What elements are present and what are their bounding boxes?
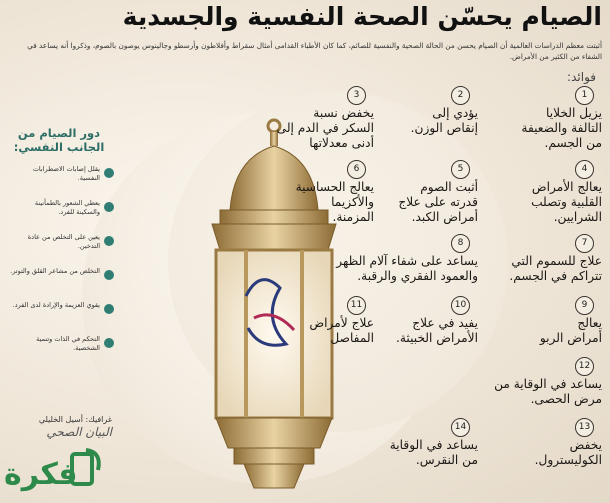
benefit-number-badge: 11 [347, 296, 366, 315]
benefit-item-4 [490, 160, 602, 225]
benefit-number-badge: 10 [451, 296, 470, 315]
list-item-text: يعطي الشعور بالطمأنينة والسكينة للفرد. [34, 199, 100, 216]
list-item-text: التحكم في الذات وتنمية الشخصية. [36, 335, 100, 352]
list-item [10, 301, 114, 310]
benefit-item-11 [282, 296, 374, 346]
fikra-logo [0, 440, 112, 500]
bullet-icon [104, 304, 114, 314]
benefits-heading: فوائد: [567, 70, 596, 84]
benefit-item-14 [386, 418, 478, 468]
subtitle: أثبتت معظم الدراسات العالمية أن الصيام يحسن من الحالة الصحية والنفسية للصائم، كما كان الأطباء القدامى أمثال سقراط وأفلاطون وأرسطو وجالينوس يوصون بالصوم، وذكروا أنه يساعد في الشفاء من الكثير من الأمراض. [27, 41, 602, 61]
benefit-number-badge: 3 [347, 86, 366, 105]
benefit-text: يعالج الأمراض القلبية وتصلب الشرايين. [531, 180, 602, 224]
benefit-number-badge: 7 [575, 234, 594, 253]
benefit-item-5 [382, 160, 478, 225]
benefit-text: يساعد في الوقاية من مرض الحصى. [494, 377, 602, 406]
benefit-number-badge: 5 [451, 160, 470, 179]
benefit-item-9 [490, 296, 602, 346]
benefit-text: يساعد على شفاء آلام الظهر والعمود الفقري والرقبة. [336, 254, 478, 283]
benefit-text: يزيل الخلايا التالفة والضعيفة من الجسم. [521, 106, 602, 150]
benefit-number-badge: 9 [575, 296, 594, 315]
benefit-number-badge: 14 [451, 418, 470, 437]
benefit-text: يخفض نسبة السكر في الدم إلى أدنى معدلاتها [276, 106, 374, 150]
benefit-item-13 [490, 418, 602, 468]
benefit-item-10 [386, 296, 478, 346]
benefit-item-2 [386, 86, 478, 136]
benefit-number-badge: 6 [347, 160, 366, 179]
benefit-text: أثبت الصوم قدرته على علاج أمراض الكبد. [398, 180, 478, 224]
benefit-item-1 [490, 86, 602, 151]
benefit-number-badge: 13 [575, 418, 594, 437]
benefit-number-badge: 12 [575, 357, 594, 376]
bullet-icon [104, 270, 114, 280]
benefit-text: يساعد في الوقاية من النقرس. [389, 438, 478, 467]
benefit-number-badge: 4 [575, 160, 594, 179]
benefit-number-badge: 1 [575, 86, 594, 105]
benefit-item-7 [490, 234, 602, 284]
credit-block [22, 414, 112, 438]
benefit-item-3 [246, 86, 374, 151]
list-item [10, 335, 114, 353]
benefit-text: يعالج أمراض الربو [539, 316, 602, 345]
bullet-icon [104, 236, 114, 246]
benefit-item-12 [490, 357, 602, 407]
benefit-text: يؤدي إلى إنقاص الوزن. [410, 106, 478, 135]
list-item [10, 199, 114, 217]
list-item [10, 267, 114, 276]
bullet-icon [104, 202, 114, 212]
credit-brand: البيان الصحي [46, 425, 112, 439]
benefit-text: علاج لأمراض المفاصل [309, 316, 374, 345]
list-item [10, 165, 114, 183]
benefit-number-badge: 2 [451, 86, 470, 105]
side-title: دور الصيام من الجانب النفسي: [13, 126, 105, 154]
benefit-number-badge: 8 [451, 234, 470, 253]
benefit-text: يفيد في علاج الأمراض الخبيثة. [396, 316, 478, 345]
list-item-text: التخلص من مشاعر القلق والتوتر. [10, 267, 100, 275]
list-item-text: يعين على التخلص من عادة التدخين. [27, 233, 100, 250]
credit-label: غرافيك: أسيل الخليلي [38, 415, 112, 424]
list-item-text: يقلل إصابات الاضطرابات النفسية. [32, 165, 100, 182]
page-title: الصيام يحسّن الصحة النفسية والجسدية [122, 2, 602, 31]
benefit-text: يعالج الحساسية والأكزيما المزمنة. [295, 180, 374, 224]
list-item-text: يقوي العزيمة والإرادة لدى الفرد. [12, 301, 100, 309]
bullet-icon [104, 168, 114, 178]
bullet-icon [104, 338, 114, 348]
logo-wordmark: فكرة [4, 457, 78, 492]
benefit-text: يخفض الكوليسترول. [534, 438, 602, 467]
benefit-item-8 [328, 234, 478, 284]
benefit-item-6 [268, 160, 374, 225]
benefit-text: علاج للسموم التي تتراكم في الجسم. [509, 254, 602, 283]
list-item [10, 233, 114, 251]
